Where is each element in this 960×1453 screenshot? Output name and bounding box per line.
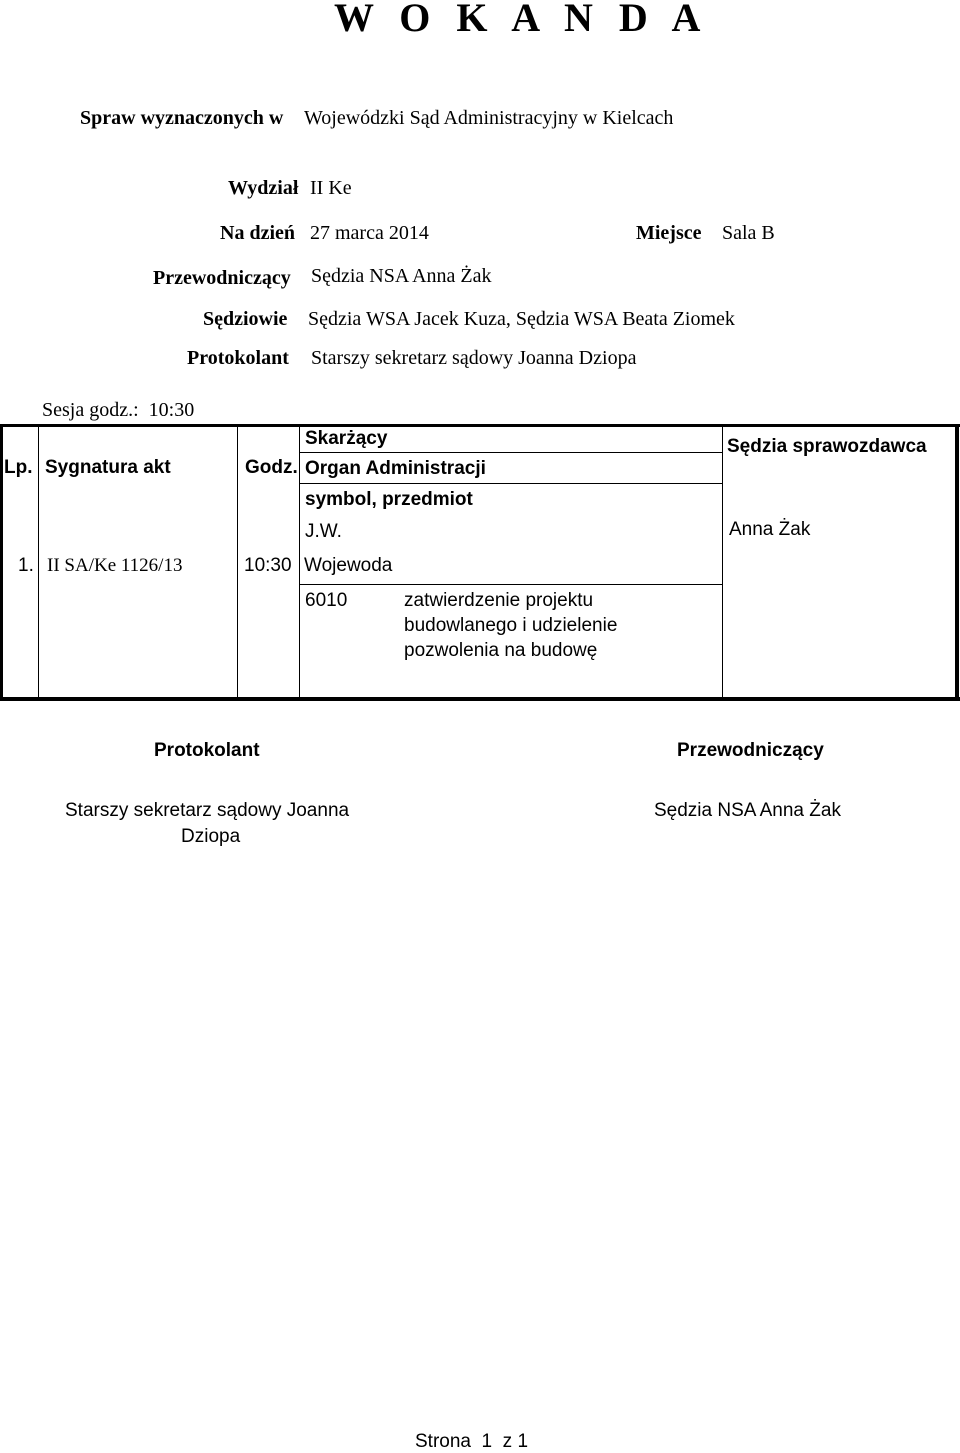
row-skarzacy: J.W. xyxy=(305,521,342,542)
header-lp: Lp. xyxy=(4,457,33,478)
row-sygnatura: II SA/Ke 1126/13 xyxy=(47,555,183,576)
footer-chair-value: Sędzia NSA Anna Żak xyxy=(654,800,841,821)
place-label: Miejsce xyxy=(636,222,702,244)
col-divider-sygnatura xyxy=(237,424,238,699)
header-organ: Organ Administracji xyxy=(305,458,486,479)
session-time: Sesja godz.: 10:30 xyxy=(42,399,195,421)
row-sedzia: Anna Żak xyxy=(729,519,811,540)
row-przedmiot-line2: budowlanego i udzielenie xyxy=(404,615,618,636)
spraw-label: Spraw wyznaczonych w xyxy=(80,107,284,129)
table-top-border xyxy=(0,424,960,427)
table-left-border xyxy=(0,424,3,701)
place-value: Sala B xyxy=(722,222,775,244)
header-skarzacy: Skarżący xyxy=(305,428,388,449)
footer-clerk-label: Protokolant xyxy=(154,740,260,761)
row-przedmiot-line3: pozwolenia na budowę xyxy=(404,640,598,661)
header-sedzia: Sędzia sprawozdawca xyxy=(727,436,927,457)
row-symbol: 6010 xyxy=(305,590,348,611)
header-godz: Godz. xyxy=(245,457,298,478)
header-symbol: symbol, przedmiot xyxy=(305,489,473,510)
col-divider-godz xyxy=(299,424,300,699)
judges-label: Sędziowie xyxy=(203,308,288,330)
clerk-value: Starszy sekretarz sądowy Joanna Dziopa xyxy=(311,347,637,369)
chair-value: Sędzia NSA Anna Żak xyxy=(311,265,492,287)
row-przedmiot-line1: zatwierdzenie projektu xyxy=(404,590,594,611)
chair-label: Przewodniczący xyxy=(153,267,291,289)
row-rule-organ xyxy=(300,584,722,585)
date-label: Na dzień xyxy=(220,222,295,244)
footer-clerk-line1: Starszy sekretarz sądowy Joanna xyxy=(65,800,350,821)
wydzial-label: Wydział xyxy=(228,177,299,199)
row-lp: 1. xyxy=(18,555,34,576)
court-name: Wojewódzki Sąd Administracyjny w Kielcach xyxy=(304,107,674,129)
header-rule-skarzacy xyxy=(300,452,722,453)
wydzial-value: II Ke xyxy=(310,177,352,199)
judges-value: Sędzia WSA Jacek Kuza, Sędzia WSA Beata Ziomek xyxy=(308,308,735,330)
table-bottom-border xyxy=(0,697,960,701)
table-right-border xyxy=(955,424,959,701)
col-divider-organ xyxy=(722,424,723,699)
date-value: 27 marca 2014 xyxy=(310,222,429,244)
header-sygnatura: Sygnatura akt xyxy=(45,457,171,478)
row-organ: Wojewoda xyxy=(304,555,393,576)
footer-chair-label: Przewodniczący xyxy=(677,740,824,761)
page-title: W O K A N D A xyxy=(334,0,709,40)
col-divider-lp xyxy=(38,424,39,699)
header-rule-organ xyxy=(300,483,722,484)
clerk-label: Protokolant xyxy=(187,347,289,369)
page-number: Strona 1 z 1 xyxy=(415,1431,529,1452)
row-godz: 10:30 xyxy=(244,555,292,576)
footer-clerk-line2: Dziopa xyxy=(181,826,241,847)
